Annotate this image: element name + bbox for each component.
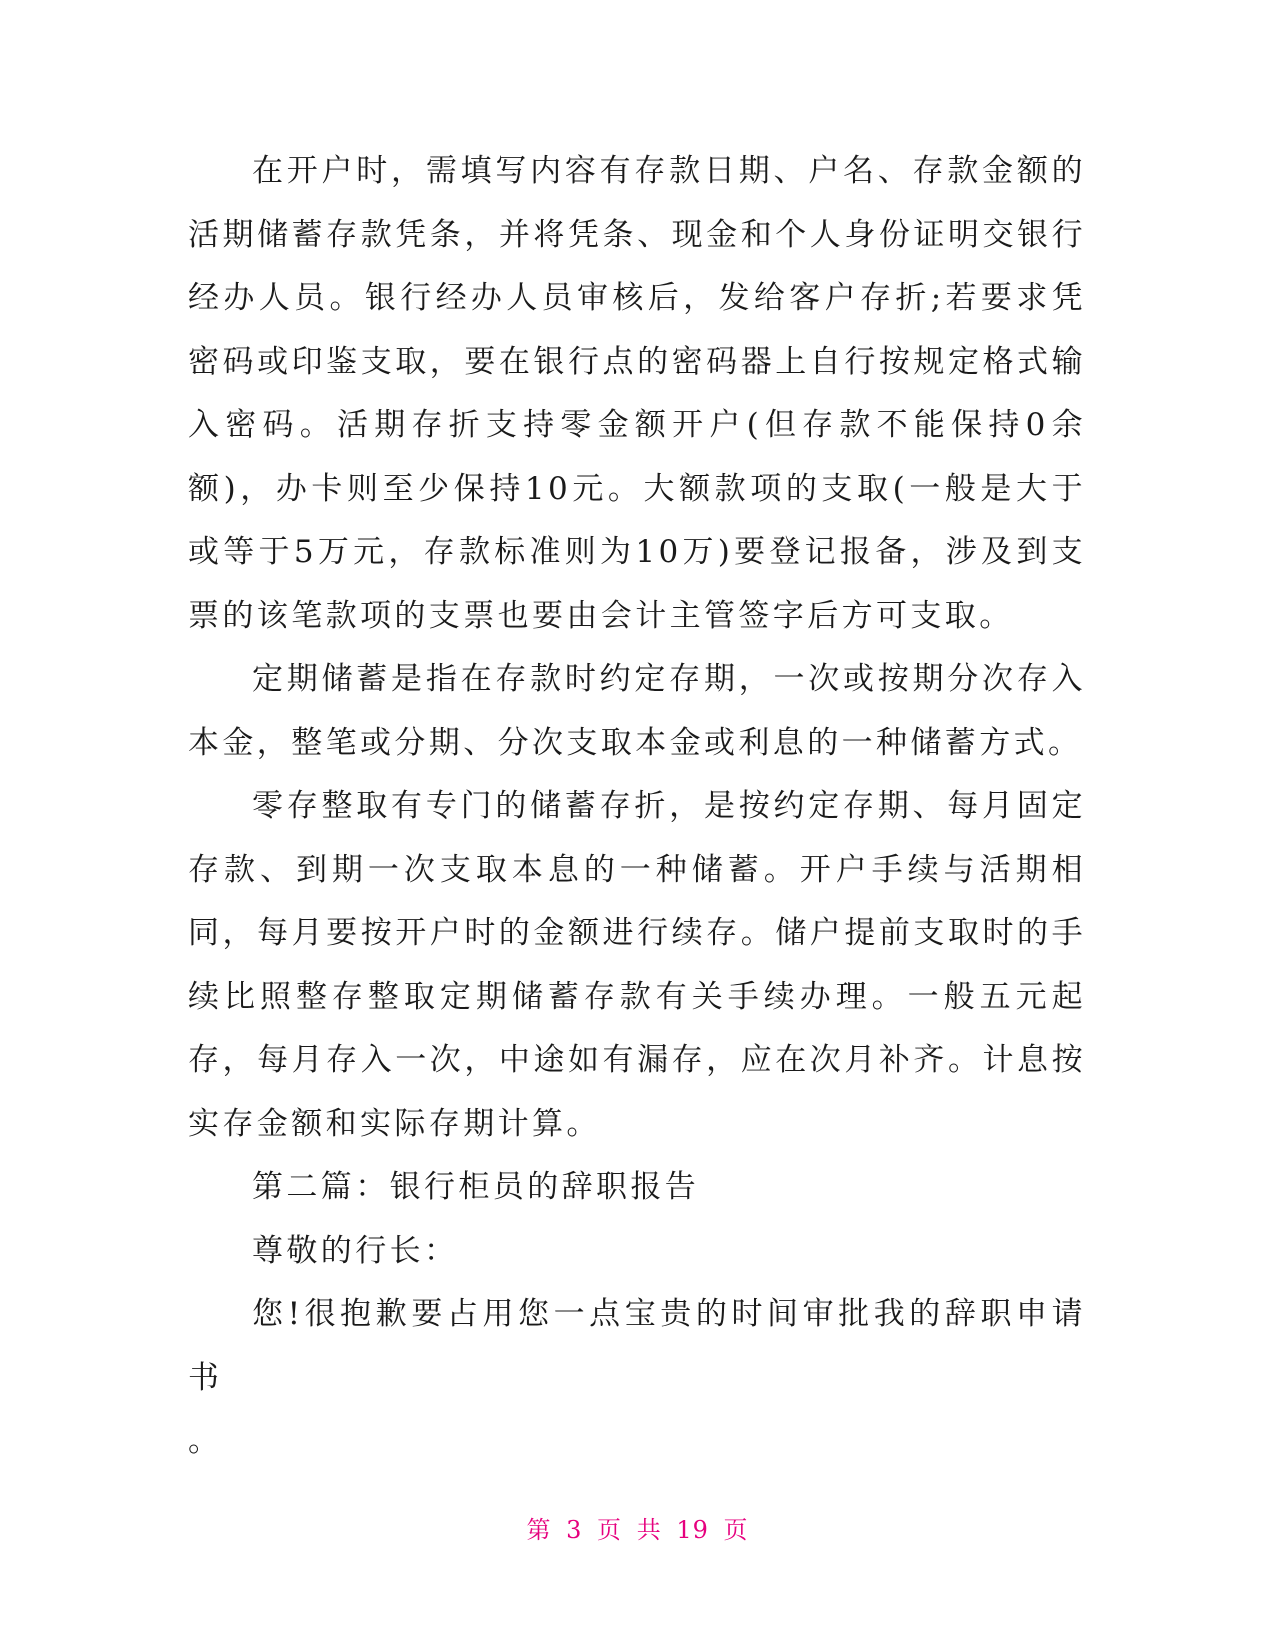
footer-label-page: 第	[526, 1516, 552, 1544]
footer-total-pages: 19	[676, 1516, 709, 1544]
paragraph-resignation-opening: 您!很抱歉要占用您一点宝贵的时间审批我的辞职申请书	[188, 1296, 1086, 1396]
page-footer	[0, 1510, 1275, 1545]
paragraph-fixed-deposit: 定期储蓄是指在存款时约定存期，一次或按期分次存入本金，整笔或分期、分次支取本金或利息的一种储蓄方式。	[188, 661, 1086, 761]
document-body	[188, 140, 1086, 1474]
paragraph-installment-deposit: 零存整取有专门的储蓄存折，是按约定存期、每月固定存款、到期一次支取本息的一种储蓄。开户手续与活期相同，每月要按开户时的金额进行续存。储户提前支取时的手续比照整存整取定期储蓄存款有关手续办理。一般五元起存，每月存入一次，中途如有漏存，应在次月补齐。计息按实存金额和实际存期计算。	[188, 788, 1086, 1142]
footer-current-page: 3	[566, 1516, 583, 1544]
footer-label-total-unit: 页	[723, 1516, 749, 1544]
paragraph-demand-deposit: 在开户时，需填写内容有存款日期、户名、存款金额的活期储蓄存款凭条，并将凭条、现金和个人身份证明交银行经办人员。银行经办人员审核后，发给客户存折;若要求凭密码或印鉴支取，要在银行点的密码器上自行按规定格式输入密码。活期存折支持零金额开户(但存款不能保持0余额)，办卡则至少保持10元。大额款项的支取(一般是大于或等于5万元，存款标准则为10万)要登记报备，涉及到支票的该笔款项的支票也要由会计主管签字后方可支取。	[188, 153, 1086, 634]
trailing-period: 。	[188, 1423, 219, 1459]
footer-label-total: 共	[636, 1516, 662, 1544]
footer-label-page-unit: 页	[597, 1516, 623, 1544]
section-heading: 第二篇：银行柜员的辞职报告	[252, 1169, 700, 1205]
salutation: 尊敬的行长：	[252, 1232, 459, 1269]
